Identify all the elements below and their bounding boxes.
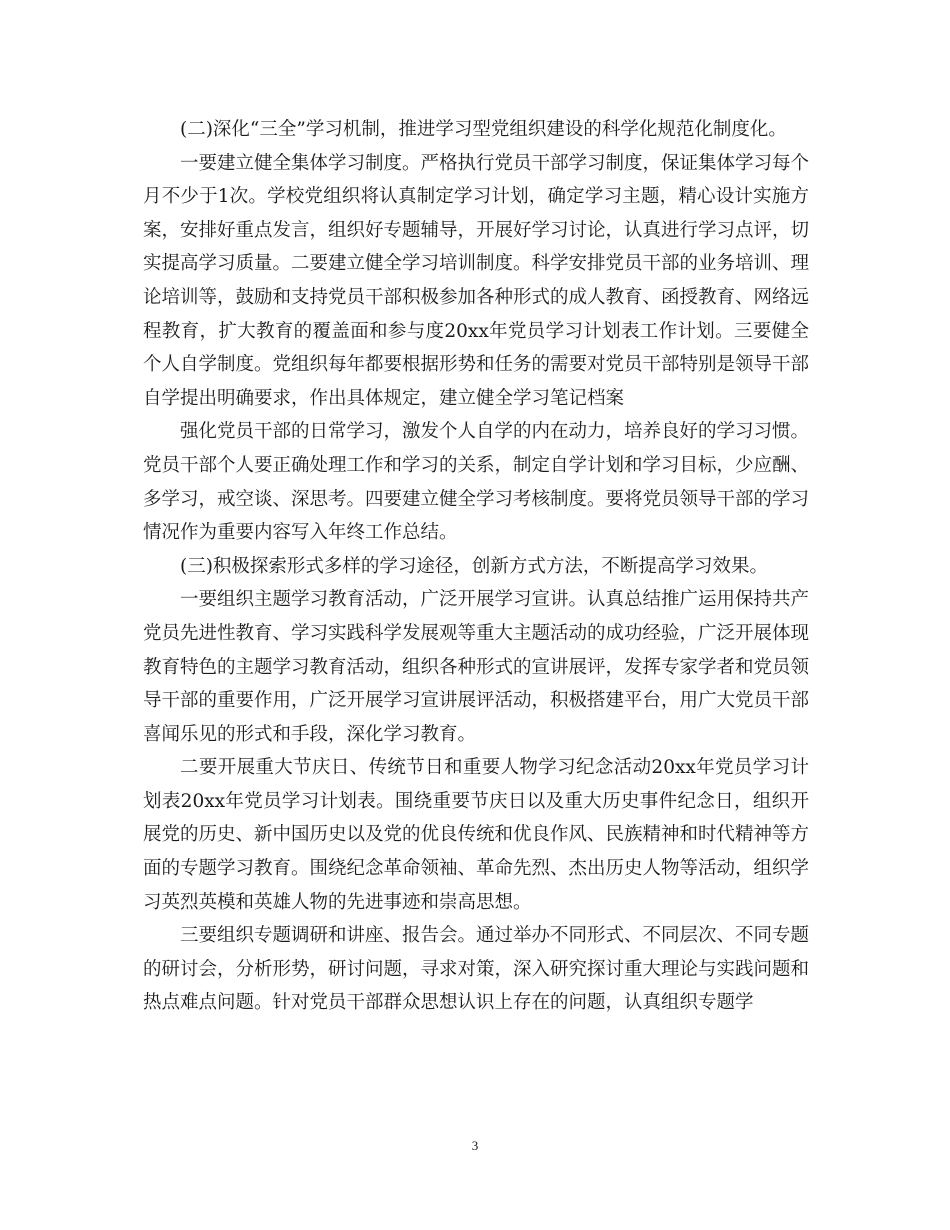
section-heading-3: (三)积极探索形式多样的学习途径，创新方式方法，不断提高学习效果。 [180, 555, 768, 577]
paragraph: 一要建立健全集体学习制度。严格执行党员干部学习制度，保证集体学习每个月不少于1次。学校党组织将认真制定学习计划，确定学习主题，精心设计实施方案，安排好重点发言，组织好专题辅导，开展好学习讨论，认真进行学习点评，切实提高学习质量。二要建立健全学习培训制度。科学安排党员干部的业务培训、理论培训等，鼓励和支持党员干部积极参加各种形式的成人教育、函授教育、网络远程教育，扩大教育的覆盖面和参与度20xx年党员学习计划表工作计划。三要健全个人自学制度。党组织每年都要根据形势和任务的需要对党员干部特别是领导干部自学提出明确要求，作出具体规定，建立健全学习笔记档案 [143, 152, 810, 409]
paragraph: 强化党员干部的日常学习，激发个人自学的内在动力，培养良好的学习习惯。党员干部个人要正确处理工作和学习的关系，制定自学计划和学习目标，少应酬、多学习，戒空谈、深思考。四要建立健全学习考核制度。要将党员领导干部的学习情况作为重要内容写入年终工作总结。 [143, 421, 810, 544]
document-body [143, 113, 809, 1020]
section-heading-2: (二)深化“三全”学习机制，推进学习型党组织建设的科学化规范化制度化。 [180, 119, 787, 140]
paragraph: 三要组织专题调研和讲座、报告会。通过举办不同形式、不同层次、不同专题的研讨会，分析形势，研讨问题，寻求对策，深入研究探讨重大理论与实践问题和热点难点问题。针对党员干部群众思想认识上存在的问题，认真组织专题学 [143, 925, 810, 1014]
page-number: 3 [471, 1138, 479, 1153]
paragraph: 二要开展重大节庆日、传统节日和重要人物学习纪念活动20xx年党员学习计划表20xx年党员学习计划表。围绕重要节庆日以及重大历史事件纪念日，组织开展党的历史、新中国历史以及党的优良传统和优良作风、民族精神和时代精神等方面的专题学习教育。围绕纪念革命领袖、革命先烈、杰出历史人物等活动，组织学习英烈英模和英雄人物的先进事迹和崇高思想。 [143, 757, 810, 913]
paragraph: 一要组织主题学习教育活动，广泛开展学习宣讲。认真总结推广运用保持共产党员先进性教育、学习实践科学发展观等重大主题活动的成功经验，广泛开展体现教育特色的主题学习教育活动，组织各种形式的宣讲展评，发挥专家学者和党员领导干部的重要作用，广泛开展学习宣讲展评活动，积极搭建平台，用广大党员干部喜闻乐见的形式和手段，深化学习教育。 [143, 589, 810, 745]
